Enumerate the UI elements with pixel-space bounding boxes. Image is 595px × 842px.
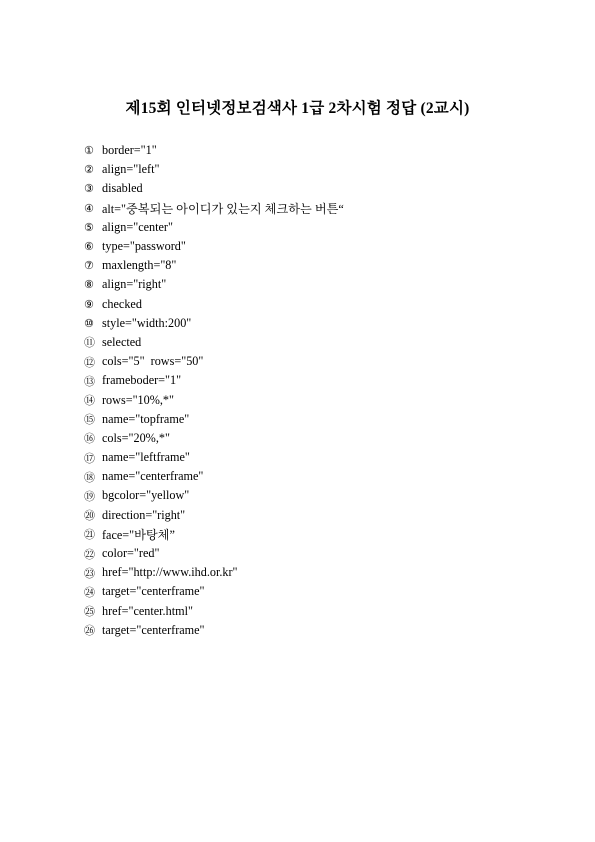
answer-text: face="바탕체” [102, 527, 175, 542]
answer-item [84, 179, 344, 198]
answer-item [84, 199, 344, 218]
answer-number: ㉒ [84, 547, 95, 561]
answer-item [84, 295, 344, 314]
document-title: 제15회 인터넷정보검색사 1급 2차시험 정답 (2교시) [125, 100, 470, 117]
answer-number: ⑭ [84, 394, 95, 408]
answer-number: ④ [84, 201, 94, 215]
answer-text: cols="20%,*" [102, 430, 170, 445]
answer-text: align="left" [102, 162, 160, 177]
answer-number: ③ [84, 182, 94, 196]
answer-text: selected [102, 334, 142, 349]
answer-item [84, 390, 344, 409]
answer-item [84, 352, 344, 371]
answer-number: ⑨ [84, 297, 94, 311]
answer-text: maxlength="8" [102, 258, 177, 273]
answer-item [84, 410, 344, 429]
answer-text: disabled [102, 181, 143, 196]
answer-item [84, 237, 344, 256]
answer-item [84, 160, 344, 179]
answer-number: ㉕ [84, 605, 95, 619]
answer-text: name="leftframe" [102, 450, 190, 465]
answer-text: frameboder="1" [102, 373, 182, 388]
answer-text: type="password" [102, 239, 186, 254]
answer-number: ⑰ [84, 451, 95, 465]
answer-number: ㉔ [84, 585, 95, 599]
answer-number: ⑳ [84, 509, 95, 523]
answer-item [84, 486, 344, 505]
answer-item [84, 467, 344, 486]
answer-text: href="center.html" [102, 603, 193, 618]
answer-item [84, 141, 344, 160]
answer-text: alt="중복되는 아이디가 있는지 체크하는 버튼“ [102, 201, 344, 216]
answer-number: ⑪ [84, 336, 95, 350]
answer-number: ⑯ [84, 432, 95, 446]
answer-item [84, 506, 344, 525]
answer-item [84, 602, 344, 621]
answer-text: align="right" [102, 277, 167, 292]
answer-text: color="red" [102, 546, 160, 561]
answer-text: name="centerframe" [102, 469, 204, 484]
answer-number: ⑱ [84, 470, 95, 484]
answer-item [84, 429, 344, 448]
answer-number: ⑮ [84, 413, 95, 427]
answer-number: ⑧ [84, 278, 94, 292]
answer-text: checked [102, 296, 142, 311]
answer-item [84, 333, 344, 352]
answer-text: direction="right" [102, 507, 186, 522]
answer-item [84, 275, 344, 294]
answer-number: ㉑ [84, 528, 95, 542]
answer-text: href="http://www.ihd.or.kr" [102, 565, 238, 580]
answer-item [84, 314, 344, 333]
answer-text: align="center" [102, 219, 173, 234]
answer-text: cols="5" rows="50" [102, 354, 204, 369]
answer-item [84, 218, 344, 237]
answer-item [84, 544, 344, 563]
answer-number: ⑥ [84, 240, 94, 254]
answer-number: ① [84, 144, 94, 158]
answer-text: rows="10%,*" [102, 392, 175, 407]
answer-text: bgcolor="yellow" [102, 488, 190, 503]
answer-number: ② [84, 163, 94, 177]
answer-item [84, 371, 344, 390]
answer-item [84, 582, 344, 601]
answer-number: ⑤ [84, 220, 94, 234]
answer-number: ㉖ [84, 624, 95, 638]
answer-number: ⑫ [84, 355, 95, 369]
answer-text: name="topframe" [102, 411, 190, 426]
answer-item [84, 525, 344, 544]
answer-number: ⑲ [84, 489, 95, 503]
answer-text: target="centerframe" [102, 584, 205, 599]
answer-list [84, 141, 344, 640]
answer-number: ⑩ [84, 316, 94, 330]
answer-text: style="width:200" [102, 315, 192, 330]
answer-item [84, 256, 344, 275]
answer-item [84, 448, 344, 467]
answer-text: target="centerframe" [102, 622, 205, 637]
answer-number: ⑦ [84, 259, 94, 273]
answer-number: ㉓ [84, 566, 95, 580]
answer-number: ⑬ [84, 374, 95, 388]
answer-item [84, 621, 344, 640]
answer-text: border="1" [102, 143, 157, 158]
answer-item [84, 563, 344, 582]
